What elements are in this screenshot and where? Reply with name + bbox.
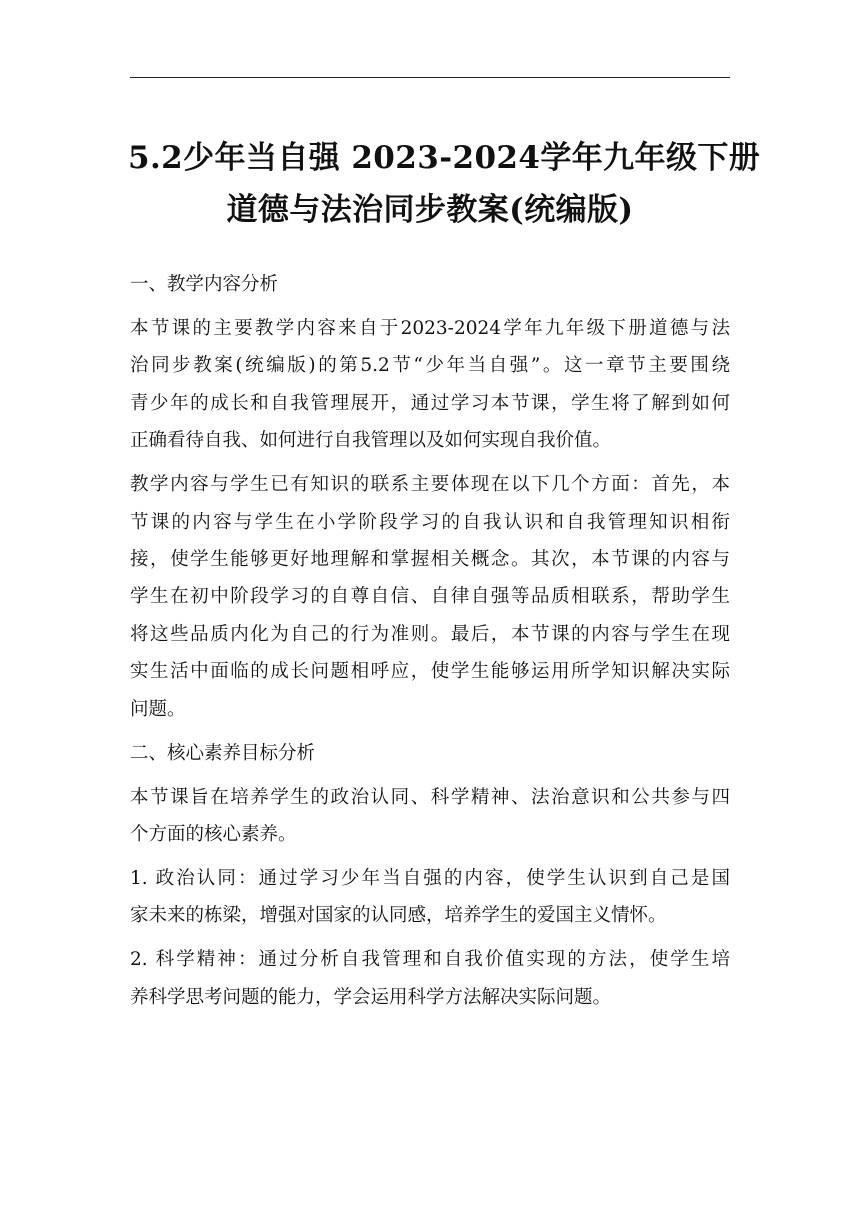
text-line: 正确看待自我、如何进行自我管理以及如何实现自我价值。 xyxy=(130,430,612,452)
paragraph xyxy=(130,779,730,854)
text-line: 家未来的栋梁，增强对国家的认同感，培养学生的爱国主义情怀。 xyxy=(130,905,667,927)
text-line: 教学内容与学生已有知识的联系主要体现在以下几个方面：首先，本 xyxy=(130,474,730,496)
text-line: 个方面的核心素养。 xyxy=(130,824,297,846)
text-line: 将这些品质内化为自己的行为准则。最后，本节课的内容与学生在现 xyxy=(130,623,730,645)
text-line: 2. 科学精神：通过分析自我管理和自我价值实现的方法，使学生培 xyxy=(130,949,730,971)
document-title xyxy=(128,132,761,236)
document-body xyxy=(130,266,730,1023)
text-line: 本节课的主要教学内容来自于2023-2024学年九年级下册道德与法 xyxy=(130,318,730,339)
text-line: 养科学思考问题的能力，学会运用科学方法解决实际问题。 xyxy=(130,986,612,1008)
header-rule xyxy=(130,77,730,78)
paragraph xyxy=(130,860,730,935)
text-line: 问题。 xyxy=(130,698,186,720)
paragraph xyxy=(130,310,730,460)
text-line: 学生在初中阶段学习的自尊自信、自律自强等品质相联系，帮助学生 xyxy=(130,586,730,608)
text-line: 本节课旨在培养学生的政治认同、科学精神、法治意识和公共参与四 xyxy=(130,786,730,808)
text-line: 节课的内容与学生在小学阶段学习的自我认识和自我管理知识相衔 xyxy=(130,511,730,533)
text-line: 青少年的成长和自我管理展开，通过学习本节课，学生将了解到如何 xyxy=(130,392,730,414)
text-line: 1. 政治认同：通过学习少年当自强的内容，使学生认识到自己是国 xyxy=(130,868,730,890)
section-heading: 一、教学内容分析 xyxy=(130,274,279,295)
section-heading: 二、核心素养目标分析 xyxy=(130,742,316,764)
text-line: 治同步教案(统编版)的第5.2节“少年当自强”。这一章节主要围绕 xyxy=(130,355,730,377)
title-line: 5.2少年当自强 2023-2024学年九年级下册 xyxy=(128,140,761,176)
text-line: 接，使学生能够更好地理解和掌握相关概念。其次，本节课的内容与 xyxy=(130,549,730,571)
text-line: 实生活中面临的成长问题相呼应，使学生能够运用所学知识解决实际 xyxy=(130,661,730,683)
paragraph xyxy=(130,466,730,728)
paragraph xyxy=(130,941,730,1016)
title-line: 道德与法治同步教案(统编版) xyxy=(226,192,634,228)
